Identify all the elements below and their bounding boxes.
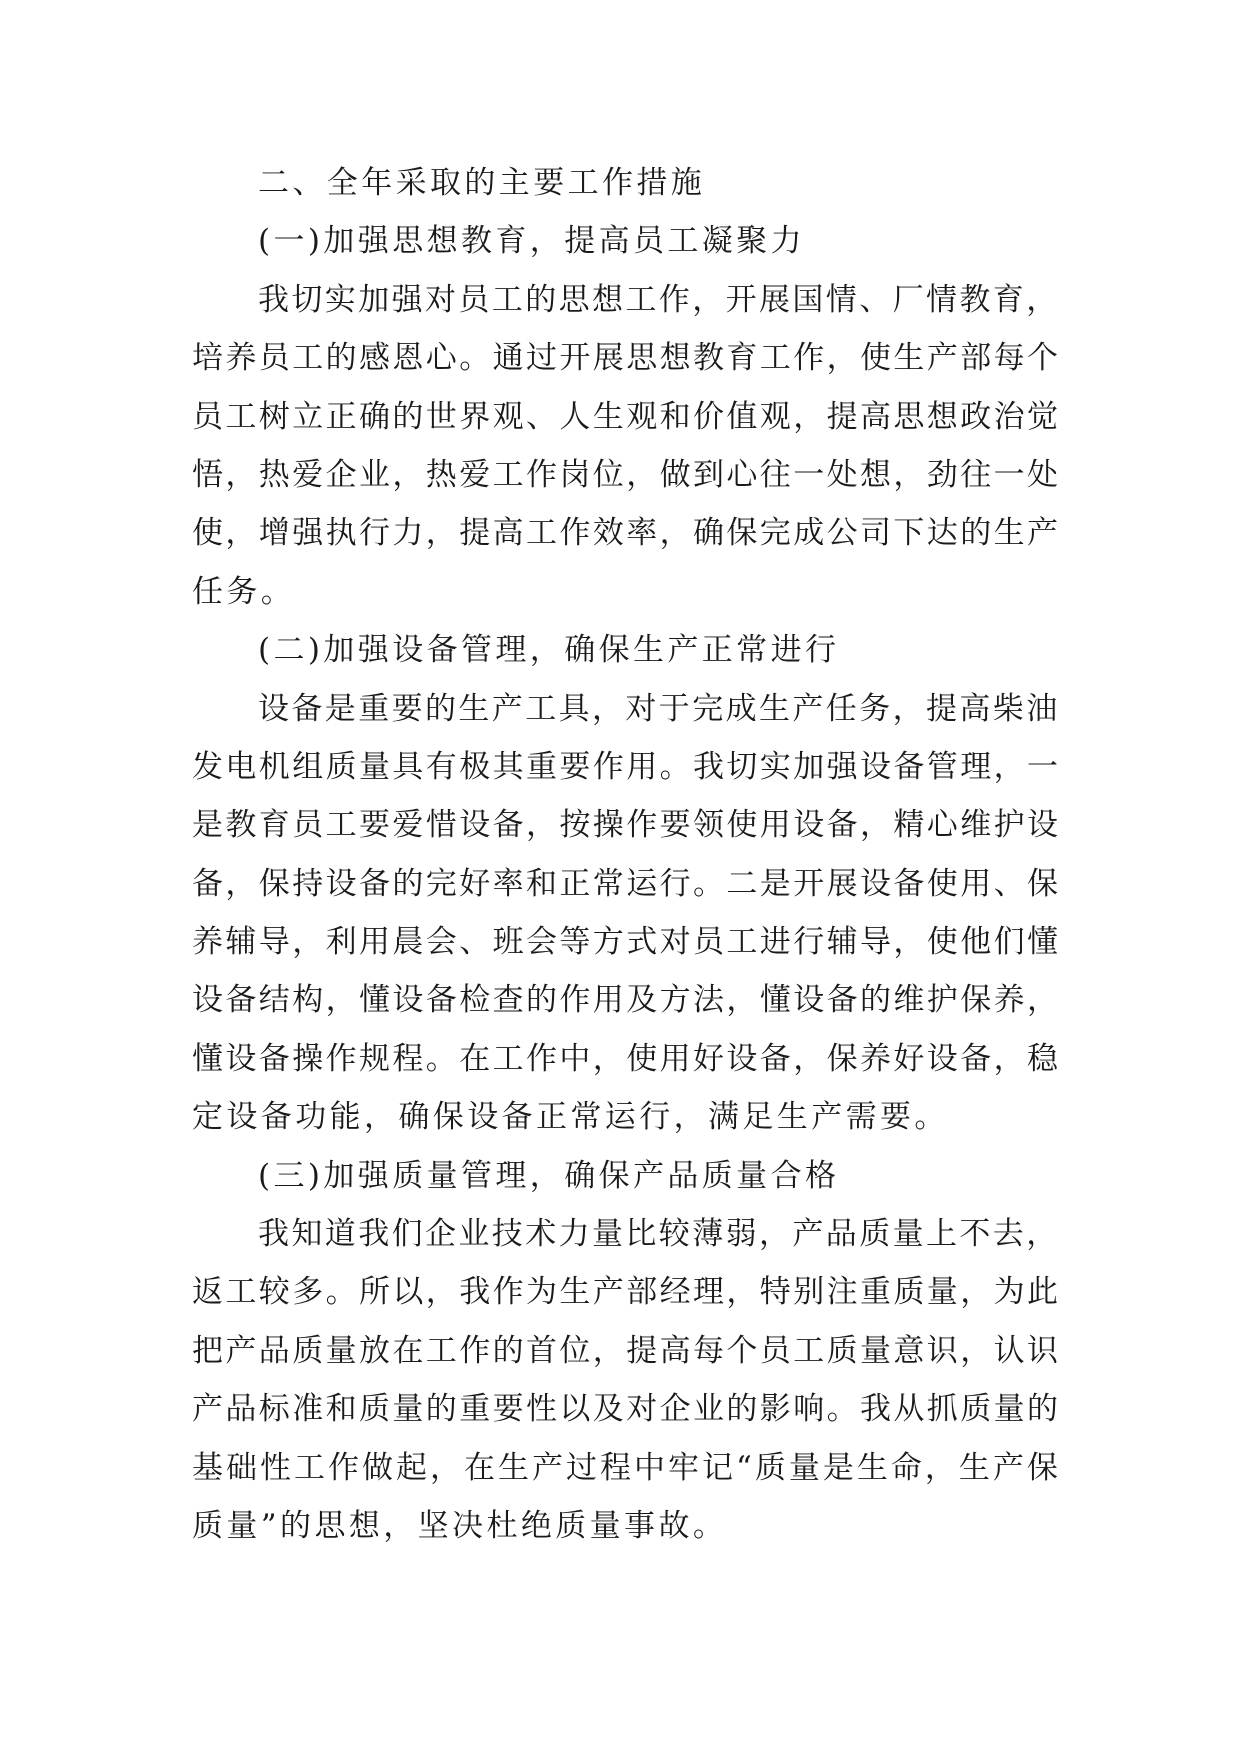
text-line: 设备是重要的生产工具，对于完成生产任务，提高柴油 <box>258 690 1060 727</box>
text-line: 是教育员工要爱惜设备，按操作要领使用设备，精心维护设 <box>192 807 1061 844</box>
text-line: 懂设备操作规程。在工作中，使用好设备，保养好设备，稳 <box>192 1040 1061 1077</box>
text-line: 产品标准和质量的重要性以及对企业的影响。我从抓质量的 <box>192 1391 1061 1428</box>
text-line: 备，保持设备的完好率和正常运行。二是开展设备使用、保 <box>192 865 1061 902</box>
text-line: 质量”的思想，坚决杜绝质量事故。 <box>192 1507 728 1544</box>
text-line: 任务。 <box>192 573 296 610</box>
text-line: 把产品质量放在工作的首位，提高每个员工质量意识，认识 <box>192 1332 1061 1369</box>
text-line: (一)加强思想教育，提高员工凝聚力 <box>258 223 805 260</box>
text-line: 定设备功能，确保设备正常运行，满足生产需要。 <box>192 1099 949 1136</box>
text-line: 返工较多。所以，我作为生产部经理，特别注重质量，为此 <box>192 1274 1061 1311</box>
text-line: 培养员工的感恩心。通过开展思想教育工作，使生产部每个 <box>192 340 1061 377</box>
text-line: 员工树立正确的世界观、人生观和价值观，提高思想政治觉 <box>192 398 1061 435</box>
text-line: (三)加强质量管理，确保产品质量合格 <box>258 1157 840 1194</box>
text-line: 养辅导，利用晨会、班会等方式对员工进行辅导，使他们懂 <box>192 924 1061 961</box>
text-line: 使，增强执行力，提高工作效率，确保完成公司下达的生产 <box>192 515 1061 552</box>
text-line: 基础性工作做起，在生产过程中牢记“质量是生命，生产保 <box>192 1449 1061 1486</box>
text-line: 悟，热爱企业，热爱工作岗位，做到心往一处想，劲往一处 <box>192 456 1061 493</box>
text-line: (二)加强设备管理，确保生产正常进行 <box>258 632 840 669</box>
text-line: 我切实加强对员工的思想工作，开展国情、厂情教育， <box>258 281 1060 318</box>
document-body <box>192 154 1062 1555</box>
text-line: 我知道我们企业技术力量比较薄弱，产品质量上不去， <box>258 1216 1060 1253</box>
text-line: 设备结构，懂设备检查的作用及方法，懂设备的维护保养， <box>192 982 1061 1019</box>
text-line: 二、全年采取的主要工作措施 <box>258 165 706 201</box>
text-line: 发电机组质量具有极其重要作用。我切实加强设备管理，一 <box>192 748 1061 785</box>
